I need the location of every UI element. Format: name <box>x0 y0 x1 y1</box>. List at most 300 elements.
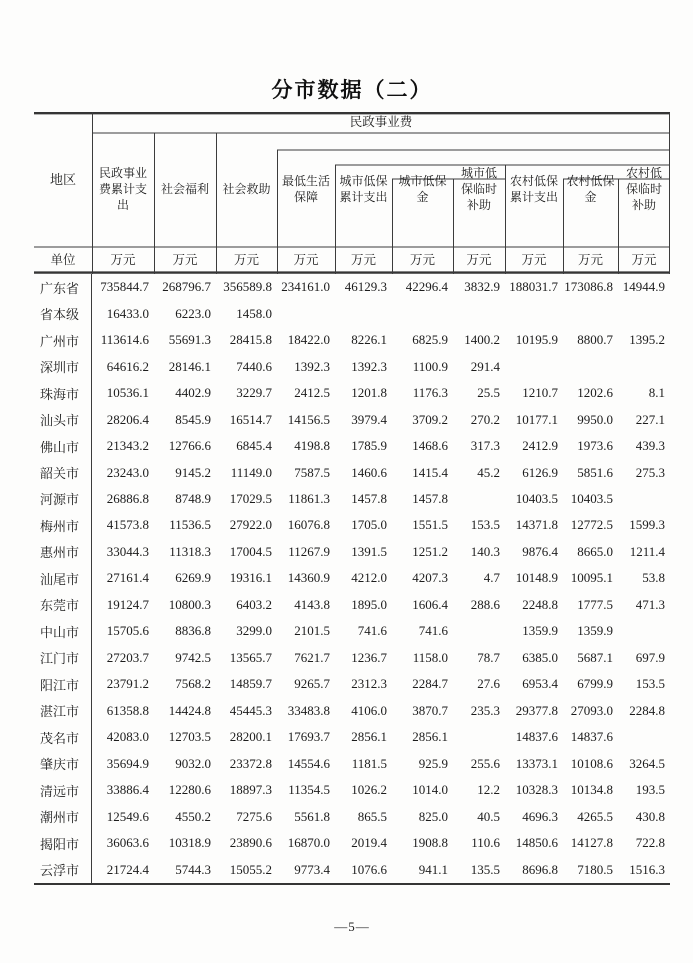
value-cell: 3979.4 <box>351 411 387 427</box>
value-cell <box>618 486 670 512</box>
value-cell: 14424.8 <box>168 702 211 718</box>
value-cell: 1014.0 <box>412 782 448 798</box>
region-cell: 河源市 <box>34 486 92 512</box>
region-cell: 茂名市 <box>34 724 92 750</box>
table-row <box>34 777 670 803</box>
value-cell: 1251.2 <box>412 543 448 559</box>
value-cell: 11354.5 <box>288 782 330 798</box>
value-cell: 17693.7 <box>287 729 330 745</box>
value-cell: 110.6 <box>471 835 500 851</box>
unit-cell: 万元 <box>466 253 492 268</box>
value-cell: 2412.5 <box>294 385 330 401</box>
value-cell: 1457.8 <box>351 490 387 506</box>
value-cell: 7180.5 <box>577 861 613 877</box>
value-cell: 10095.1 <box>570 570 613 586</box>
value-cell: 12280.6 <box>168 782 211 798</box>
value-cell: 29377.8 <box>515 702 558 718</box>
value-cell: 40.5 <box>477 808 500 824</box>
value-cell: 735844.7 <box>100 279 149 295</box>
value-cell: 9032.0 <box>175 755 211 771</box>
value-cell: 235.3 <box>470 702 500 718</box>
table-row <box>34 300 670 326</box>
value-cell: 9950.0 <box>577 411 613 427</box>
value-cell: 1458.0 <box>236 305 272 321</box>
table-row <box>34 698 670 724</box>
value-cell: 153.5 <box>470 517 500 533</box>
value-cell: 722.8 <box>635 835 665 851</box>
column-header-civil-total: 民政事业费累计支出 <box>98 166 147 212</box>
value-cell <box>563 353 618 379</box>
table-row <box>34 406 670 432</box>
value-cell: 4106.0 <box>351 702 387 718</box>
unit-cell: 万元 <box>409 253 435 268</box>
value-cell: 23372.8 <box>229 755 272 771</box>
value-cell: 8696.8 <box>522 861 558 877</box>
value-cell: 1176.3 <box>412 385 448 401</box>
value-cell: 21343.2 <box>106 438 149 454</box>
value-cell: 5851.6 <box>577 464 613 480</box>
value-cell: 14360.9 <box>287 570 330 586</box>
value-cell: 28146.1 <box>168 358 211 374</box>
value-cell: 741.6 <box>418 623 448 639</box>
column-header-rural-temp: 农村低保临时补助 <box>625 166 662 212</box>
value-cell: 55691.3 <box>168 332 211 348</box>
value-cell: 41573.8 <box>106 517 149 533</box>
table-row <box>34 856 670 882</box>
value-cell <box>392 300 453 326</box>
unit-cell: 万元 <box>631 253 657 268</box>
value-cell: 1392.3 <box>351 358 387 374</box>
value-cell: 5744.3 <box>175 861 211 877</box>
table-row <box>34 750 670 776</box>
value-cell <box>618 300 670 326</box>
table-row <box>34 645 670 671</box>
value-cell: 25.5 <box>477 385 500 401</box>
value-cell: 12549.6 <box>106 808 149 824</box>
value-cell: 1468.6 <box>412 438 448 454</box>
value-cell: 33886.4 <box>106 782 149 798</box>
value-cell: 35694.9 <box>106 755 149 771</box>
value-cell: 1158.0 <box>412 649 448 665</box>
value-cell: 135.5 <box>470 861 500 877</box>
value-cell: 14859.7 <box>229 676 272 692</box>
region-cell: 汕头市 <box>34 406 92 432</box>
value-cell: 941.1 <box>418 861 448 877</box>
table-row <box>34 274 670 300</box>
region-cell: 江门市 <box>34 645 92 671</box>
value-cell <box>453 486 505 512</box>
region-cell: 惠州市 <box>34 539 92 565</box>
region-cell: 深圳市 <box>34 353 92 379</box>
value-cell: 697.9 <box>635 649 665 665</box>
value-cell: 27203.7 <box>106 649 149 665</box>
value-cell: 6269.9 <box>175 570 211 586</box>
value-cell: 3229.7 <box>236 385 272 401</box>
value-cell: 1210.7 <box>522 385 558 401</box>
value-cell: 1895.0 <box>351 596 387 612</box>
table-row <box>34 380 670 406</box>
value-cell: 7621.7 <box>294 649 330 665</box>
value-cell: 17004.5 <box>229 543 272 559</box>
value-cell: 1908.8 <box>412 835 448 851</box>
table-row <box>34 539 670 565</box>
region-cell: 省本级 <box>34 300 92 326</box>
value-cell: 113614.6 <box>100 332 149 348</box>
page-number: —5— <box>334 919 370 934</box>
table-row <box>34 671 670 697</box>
value-cell: 4143.8 <box>294 596 330 612</box>
value-cell: 16514.7 <box>229 411 272 427</box>
column-header-urban-temp: 城市低保临时补助 <box>460 166 497 212</box>
value-cell <box>618 353 670 379</box>
value-cell: 27922.0 <box>229 517 272 533</box>
value-cell: 46129.3 <box>344 279 387 295</box>
value-cell: 8545.9 <box>175 411 211 427</box>
value-cell: 53.8 <box>642 570 665 586</box>
value-cell: 18897.3 <box>229 782 272 798</box>
value-cell: 16076.8 <box>287 517 330 533</box>
value-cell: 1026.2 <box>351 782 387 798</box>
value-cell: 12703.5 <box>168 729 211 745</box>
region-cell: 潮州市 <box>34 803 92 829</box>
value-cell: 9773.4 <box>294 861 330 877</box>
value-cell <box>453 618 505 644</box>
value-cell: 19124.7 <box>106 596 149 612</box>
value-cell: 439.3 <box>635 438 665 454</box>
unit-cell: 万元 <box>350 253 376 268</box>
value-cell: 11318.3 <box>169 543 211 559</box>
column-header-region: 地区 <box>49 171 76 187</box>
value-cell: 1457.8 <box>412 490 448 506</box>
value-cell: 28200.1 <box>229 729 272 745</box>
value-cell: 6223.0 <box>175 305 211 321</box>
value-cell: 317.3 <box>470 438 500 454</box>
value-cell: 268796.7 <box>162 279 211 295</box>
value-cell: 865.5 <box>357 808 387 824</box>
value-cell: 3709.2 <box>412 411 448 427</box>
value-cell: 9876.4 <box>522 543 558 559</box>
unit-cell: 万元 <box>577 253 603 268</box>
value-cell: 925.9 <box>418 755 448 771</box>
value-cell: 42083.0 <box>106 729 149 745</box>
value-cell: 270.2 <box>470 411 500 427</box>
region-cell: 肇庆市 <box>34 750 92 776</box>
value-cell: 193.5 <box>635 782 665 798</box>
value-cell: 15055.2 <box>229 861 272 877</box>
value-cell: 11861.3 <box>288 490 330 506</box>
value-cell: 28206.4 <box>106 411 149 427</box>
value-cell <box>277 300 335 326</box>
value-cell: 356589.8 <box>223 279 272 295</box>
value-cell: 1599.3 <box>629 517 665 533</box>
value-cell: 8665.0 <box>577 543 613 559</box>
value-cell: 14127.8 <box>570 835 613 851</box>
region-cell: 阳江市 <box>34 671 92 697</box>
value-cell: 13373.1 <box>515 755 558 771</box>
value-cell: 10536.1 <box>106 385 149 401</box>
value-cell: 1201.8 <box>351 385 387 401</box>
value-cell: 234161.0 <box>281 279 330 295</box>
value-cell: 36063.6 <box>106 835 149 851</box>
value-cell: 4550.2 <box>175 808 211 824</box>
table-row <box>34 618 670 644</box>
value-cell: 78.7 <box>477 649 500 665</box>
value-cell: 4402.9 <box>175 385 211 401</box>
table-row <box>34 353 670 379</box>
table-row <box>34 592 670 618</box>
value-cell <box>618 618 670 644</box>
region-cell: 佛山市 <box>34 433 92 459</box>
value-cell: 2412.9 <box>522 438 558 454</box>
value-cell <box>335 300 392 326</box>
data-table <box>34 112 670 885</box>
value-cell: 1359.9 <box>522 623 558 639</box>
value-cell: 33483.8 <box>287 702 330 718</box>
value-cell <box>453 724 505 750</box>
value-cell: 14554.6 <box>287 755 330 771</box>
value-cell: 9265.7 <box>294 676 330 692</box>
value-cell: 21724.4 <box>106 861 149 877</box>
value-cell: 12.2 <box>477 782 500 798</box>
region-cell: 东莞市 <box>34 592 92 618</box>
unit-cell: 万元 <box>293 253 319 268</box>
column-header-social-assist: 社会救助 <box>222 182 271 197</box>
page-title: 分市数据（二） <box>271 79 433 102</box>
value-cell: 10328.3 <box>515 782 558 798</box>
value-cell: 4198.8 <box>294 438 330 454</box>
value-cell: 1392.3 <box>294 358 330 374</box>
value-cell: 8.1 <box>648 385 665 401</box>
value-cell: 1777.5 <box>577 596 613 612</box>
value-cell: 64616.2 <box>106 358 149 374</box>
value-cell: 1391.5 <box>351 543 387 559</box>
region-cell: 韶关市 <box>34 459 92 485</box>
table-row <box>34 433 670 459</box>
value-cell: 10195.9 <box>515 332 558 348</box>
value-cell: 188031.7 <box>509 279 558 295</box>
value-cell: 255.6 <box>470 755 500 771</box>
value-cell: 4696.3 <box>522 808 558 824</box>
value-cell: 10148.9 <box>515 570 558 586</box>
value-cell: 2856.1 <box>412 729 448 745</box>
unit-row-label: 单位 <box>50 253 76 268</box>
value-cell: 2019.4 <box>351 835 387 851</box>
value-cell: 33044.3 <box>106 543 149 559</box>
unit-cell: 万元 <box>110 253 136 268</box>
value-cell: 3832.9 <box>464 279 500 295</box>
value-cell: 8800.7 <box>577 332 613 348</box>
value-cell: 3264.5 <box>629 755 665 771</box>
value-cell: 6126.9 <box>522 464 558 480</box>
value-cell: 12772.5 <box>570 517 613 533</box>
value-cell: 5687.1 <box>577 649 613 665</box>
value-cell: 45445.3 <box>229 702 272 718</box>
value-cell: 4265.5 <box>577 808 613 824</box>
value-cell: 1359.9 <box>577 623 613 639</box>
value-cell: 9145.2 <box>175 464 211 480</box>
value-cell: 1211.4 <box>629 543 665 559</box>
value-cell: 6953.4 <box>522 676 558 692</box>
value-cell: 1705.0 <box>351 517 387 533</box>
region-cell: 云浮市 <box>34 856 92 882</box>
table-row <box>34 459 670 485</box>
value-cell: 6799.9 <box>577 676 613 692</box>
value-cell: 2284.7 <box>412 676 448 692</box>
value-cell: 23791.2 <box>106 676 149 692</box>
value-cell: 3299.0 <box>236 623 272 639</box>
value-cell: 2248.8 <box>522 596 558 612</box>
value-cell: 6845.4 <box>236 438 272 454</box>
value-cell: 1785.9 <box>351 438 387 454</box>
region-cell: 梅州市 <box>34 512 92 538</box>
value-cell: 14944.9 <box>622 279 665 295</box>
region-cell: 珠海市 <box>34 380 92 406</box>
table-row <box>34 803 670 829</box>
value-cell: 1400.2 <box>464 332 500 348</box>
value-cell: 291.4 <box>470 358 500 374</box>
value-cell: 27.6 <box>477 676 500 692</box>
value-cell: 6403.2 <box>236 596 272 612</box>
value-cell: 2284.8 <box>629 702 665 718</box>
region-cell: 广东省 <box>34 274 92 300</box>
value-cell: 10403.5 <box>570 490 613 506</box>
value-cell: 10134.8 <box>570 782 613 798</box>
value-cell: 5561.8 <box>294 808 330 824</box>
value-cell: 14837.6 <box>515 729 558 745</box>
value-cell <box>618 724 670 750</box>
value-cell: 227.1 <box>635 411 665 427</box>
value-cell: 27161.4 <box>106 570 149 586</box>
region-cell: 汕尾市 <box>34 565 92 591</box>
value-cell: 4207.3 <box>412 570 448 586</box>
value-cell <box>453 300 505 326</box>
table-row <box>34 512 670 538</box>
value-cell: 7587.5 <box>294 464 330 480</box>
value-cell: 471.3 <box>635 596 665 612</box>
value-cell: 1606.4 <box>412 596 448 612</box>
value-cell: 1516.3 <box>629 861 665 877</box>
column-header-urban-allowance: 城市低保金 <box>398 174 447 204</box>
region-cell: 揭阳市 <box>34 830 92 856</box>
value-cell: 14156.5 <box>287 411 330 427</box>
column-header-urban-total: 城市低保累计支出 <box>339 174 388 204</box>
value-cell: 16870.0 <box>287 835 330 851</box>
value-cell: 1973.6 <box>577 438 613 454</box>
value-cell <box>505 353 563 379</box>
value-cell: 1395.2 <box>629 332 665 348</box>
column-header-min-living: 最低生活保障 <box>281 174 330 204</box>
table-row <box>34 830 670 856</box>
value-cell: 1100.9 <box>412 358 448 374</box>
value-cell: 6385.0 <box>522 649 558 665</box>
value-cell: 14371.8 <box>515 517 558 533</box>
value-cell: 10318.9 <box>168 835 211 851</box>
value-cell: 14850.6 <box>515 835 558 851</box>
value-cell: 7568.2 <box>175 676 211 692</box>
value-cell: 16433.0 <box>106 305 149 321</box>
table-row <box>34 724 670 750</box>
value-cell: 10800.3 <box>168 596 211 612</box>
value-cell: 10177.1 <box>515 411 558 427</box>
region-cell: 湛江市 <box>34 698 92 724</box>
value-cell: 45.2 <box>477 464 500 480</box>
value-cell: 10108.6 <box>570 755 613 771</box>
value-cell: 8836.8 <box>175 623 211 639</box>
unit-cell: 万元 <box>521 253 547 268</box>
value-cell: 430.8 <box>635 808 665 824</box>
value-cell: 13565.7 <box>229 649 272 665</box>
value-cell: 1415.4 <box>412 464 448 480</box>
value-cell: 741.6 <box>357 623 387 639</box>
value-cell: 1460.6 <box>351 464 387 480</box>
value-cell: 27093.0 <box>570 702 613 718</box>
value-cell: 4212.0 <box>351 570 387 586</box>
column-header-rural-allowance: 农村低保金 <box>566 174 615 204</box>
value-cell: 6825.9 <box>412 332 448 348</box>
value-cell: 23243.0 <box>106 464 149 480</box>
value-cell: 15705.6 <box>106 623 149 639</box>
region-cell: 广州市 <box>34 327 92 353</box>
column-header-social-welfare: 社会福利 <box>160 182 209 197</box>
column-group-header: 民政事业费 <box>349 115 413 130</box>
value-cell: 153.5 <box>635 676 665 692</box>
value-cell: 9742.5 <box>175 649 211 665</box>
column-header-rural-total: 农村低保累计支出 <box>509 174 558 204</box>
value-cell: 1202.6 <box>577 385 613 401</box>
value-cell: 1551.5 <box>412 517 448 533</box>
value-cell: 12766.6 <box>168 438 211 454</box>
value-cell <box>505 300 563 326</box>
region-cell: 中山市 <box>34 618 92 644</box>
value-cell: 11149.0 <box>230 464 272 480</box>
value-cell: 17029.5 <box>229 490 272 506</box>
value-cell: 2856.1 <box>351 729 387 745</box>
value-cell: 288.6 <box>470 596 500 612</box>
value-cell: 7275.6 <box>236 808 272 824</box>
table-row <box>34 486 670 512</box>
table-header <box>34 112 670 274</box>
value-cell: 1076.6 <box>351 861 387 877</box>
value-cell: 18422.0 <box>287 332 330 348</box>
value-cell: 14837.6 <box>570 729 613 745</box>
value-cell: 10403.5 <box>515 490 558 506</box>
table-body <box>34 274 670 885</box>
unit-cell: 万元 <box>233 253 259 268</box>
unit-cell: 万元 <box>172 253 198 268</box>
value-cell: 28415.8 <box>229 332 272 348</box>
value-cell: 8226.1 <box>351 332 387 348</box>
value-cell: 1236.7 <box>351 649 387 665</box>
value-cell: 42296.4 <box>405 279 448 295</box>
value-cell: 2312.3 <box>351 676 387 692</box>
value-cell: 2101.5 <box>294 623 330 639</box>
region-cell: 清远市 <box>34 777 92 803</box>
table-row <box>34 327 670 353</box>
value-cell: 3870.7 <box>412 702 448 718</box>
value-cell: 11536.5 <box>169 517 211 533</box>
value-cell: 4.7 <box>483 570 500 586</box>
value-cell: 140.3 <box>470 543 500 559</box>
table-row <box>34 565 670 591</box>
value-cell: 19316.1 <box>229 570 272 586</box>
value-cell: 1181.5 <box>351 755 387 771</box>
value-cell: 26886.8 <box>106 490 149 506</box>
value-cell: 61358.8 <box>106 702 149 718</box>
value-cell: 173086.8 <box>564 279 613 295</box>
value-cell: 8748.9 <box>175 490 211 506</box>
value-cell <box>563 300 618 326</box>
value-cell: 11267.9 <box>288 543 330 559</box>
